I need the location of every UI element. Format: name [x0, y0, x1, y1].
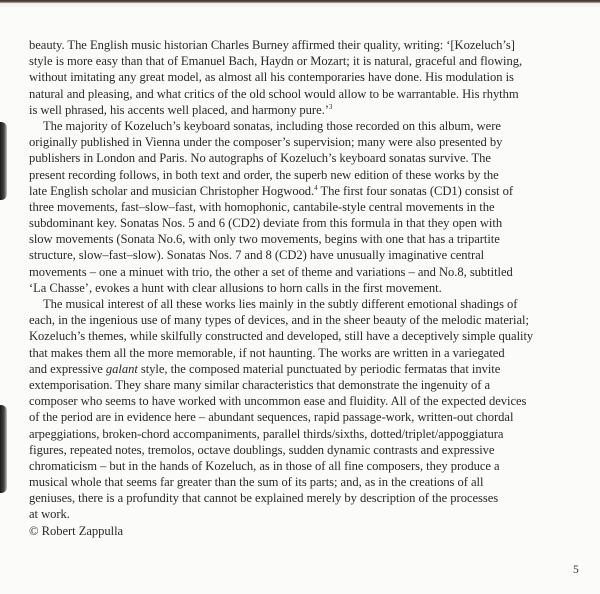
- text-line: style is more easy than that of Emanuel Bach, Haydn or Mozart; it is natural, graceful and flowing,: [29, 54, 523, 69]
- text-line: The musical interest of all these works lies mainly in the subtly different emotional shadings of: [43, 297, 518, 311]
- text-line: of the period are in evidence here – abundant sequences, rapid passage-work, written-out chordal: [29, 410, 514, 425]
- page-number: 5: [573, 564, 579, 576]
- footnote-ref-4: 4: [314, 183, 318, 192]
- binding-shadow-lower: [0, 405, 7, 493]
- text-line: that makes them all the more memorable, if not haunting. The works are written in a variegated: [29, 345, 505, 360]
- text-line: geniuses, there is a profundity that cannot be explained merely by description of the processes: [29, 491, 499, 506]
- text-line: composer who seems to have worked with uncommon ease and fluidity. All of the expected devices: [29, 394, 527, 409]
- text-line: extemporisation. They share many similar characteristics that demonstrate the ingenuity of a: [29, 377, 490, 392]
- text-line: movements – one a minuet with trio, the other a set of theme and variations – and No.8, subtitled: [29, 264, 513, 279]
- text-line: natural and pleasing, and what critics of the old school would allow to be warrantable. His rhythm: [29, 86, 519, 101]
- text-line: without imitating any great model, as almost all his contemporaries have done. His modulation is: [29, 70, 514, 85]
- text-line: slow movements (Sonata No.6, with only two movements, begins with one that has a tripartite: [29, 232, 500, 247]
- text-line: The majority of Kozeluch’s keyboard sonatas, including those recorded on this album, were: [43, 118, 501, 133]
- page-top-fade: [0, 3, 600, 9]
- text-span: is well phrased, his accents well placed, and harmony pure.’: [29, 102, 329, 117]
- text-line: three movements, fast–slow–fast, with homophonic, cantabile-style central movements in the: [29, 199, 495, 214]
- paragraph-sonatas-publication: [29, 118, 569, 296]
- binding-shadow-upper: [0, 122, 7, 200]
- paragraph-musical-interest: [29, 296, 569, 523]
- text-line: structure, slow–fast–slow). Sonatas Nos. 7 and 8 (CD2) have unusually imaginative central: [29, 248, 485, 263]
- footnote-ref-3: 3: [328, 102, 333, 111]
- text-line: chromaticism – but in the hands of Kozeluch, as in those of all fine composers, they produce a: [29, 458, 500, 473]
- text-line: [29, 361, 569, 377]
- italic-term-galant: galant: [105, 361, 138, 376]
- text-line: [29, 183, 569, 199]
- paragraph-burney-quote: [29, 37, 569, 118]
- text-line: arpeggiations, broken-chord accompaniments, parallel thirds/sixths, dotted/triplet/appoggiatura: [29, 426, 504, 441]
- text-span: style, the composed material punctuated by periodic fermatas that invite: [137, 361, 501, 376]
- text-line: originally published in Vienna under the composer’s supervision; many were also presented by: [29, 135, 503, 150]
- text-line: musical whole that seems far greater than the sum of its parts; and, as in the creations of all: [29, 475, 484, 490]
- text-span: The first four sonatas (CD1) consist of: [317, 183, 513, 198]
- text-line: subdominant key. Sonatas Nos. 5 and 6 (CD2) deviate from this formula in that they open with: [29, 216, 503, 231]
- text-span: and expressive: [29, 361, 106, 376]
- text-span: late English scholar and musician Christopher Hogwood.: [29, 183, 315, 198]
- booklet-text: [29, 37, 569, 539]
- text-line: figures, repeated notes, tremolos, octave doublings, sudden dynamic contrasts and expressive: [29, 442, 495, 457]
- text-line: each, in the ingenious use of many types of devices, and in the sheer beauty of the melodic material;: [29, 313, 529, 328]
- text-line: present recording follows, in both text and order, the superb new edition of these works by the: [29, 167, 499, 182]
- text-line: beauty. The English music historian Charles Burney affirmed their quality, writing: ‘[Kozeluch’s]: [29, 38, 515, 52]
- author-credit: © Robert Zappulla: [29, 523, 124, 538]
- text-line: at work.: [29, 507, 70, 522]
- text-line: publishers in London and Paris. No autographs of Kozeluch’s keyboard sonatas survive. The: [29, 151, 491, 166]
- text-line: ‘La Chasse’, evokes a hunt with clear allusions to horn calls in the first movement.: [29, 280, 442, 295]
- text-line: [29, 102, 569, 118]
- text-line: Kozeluch’s themes, while skilfully constructed and developed, still have a deceptively simple quality: [29, 329, 534, 344]
